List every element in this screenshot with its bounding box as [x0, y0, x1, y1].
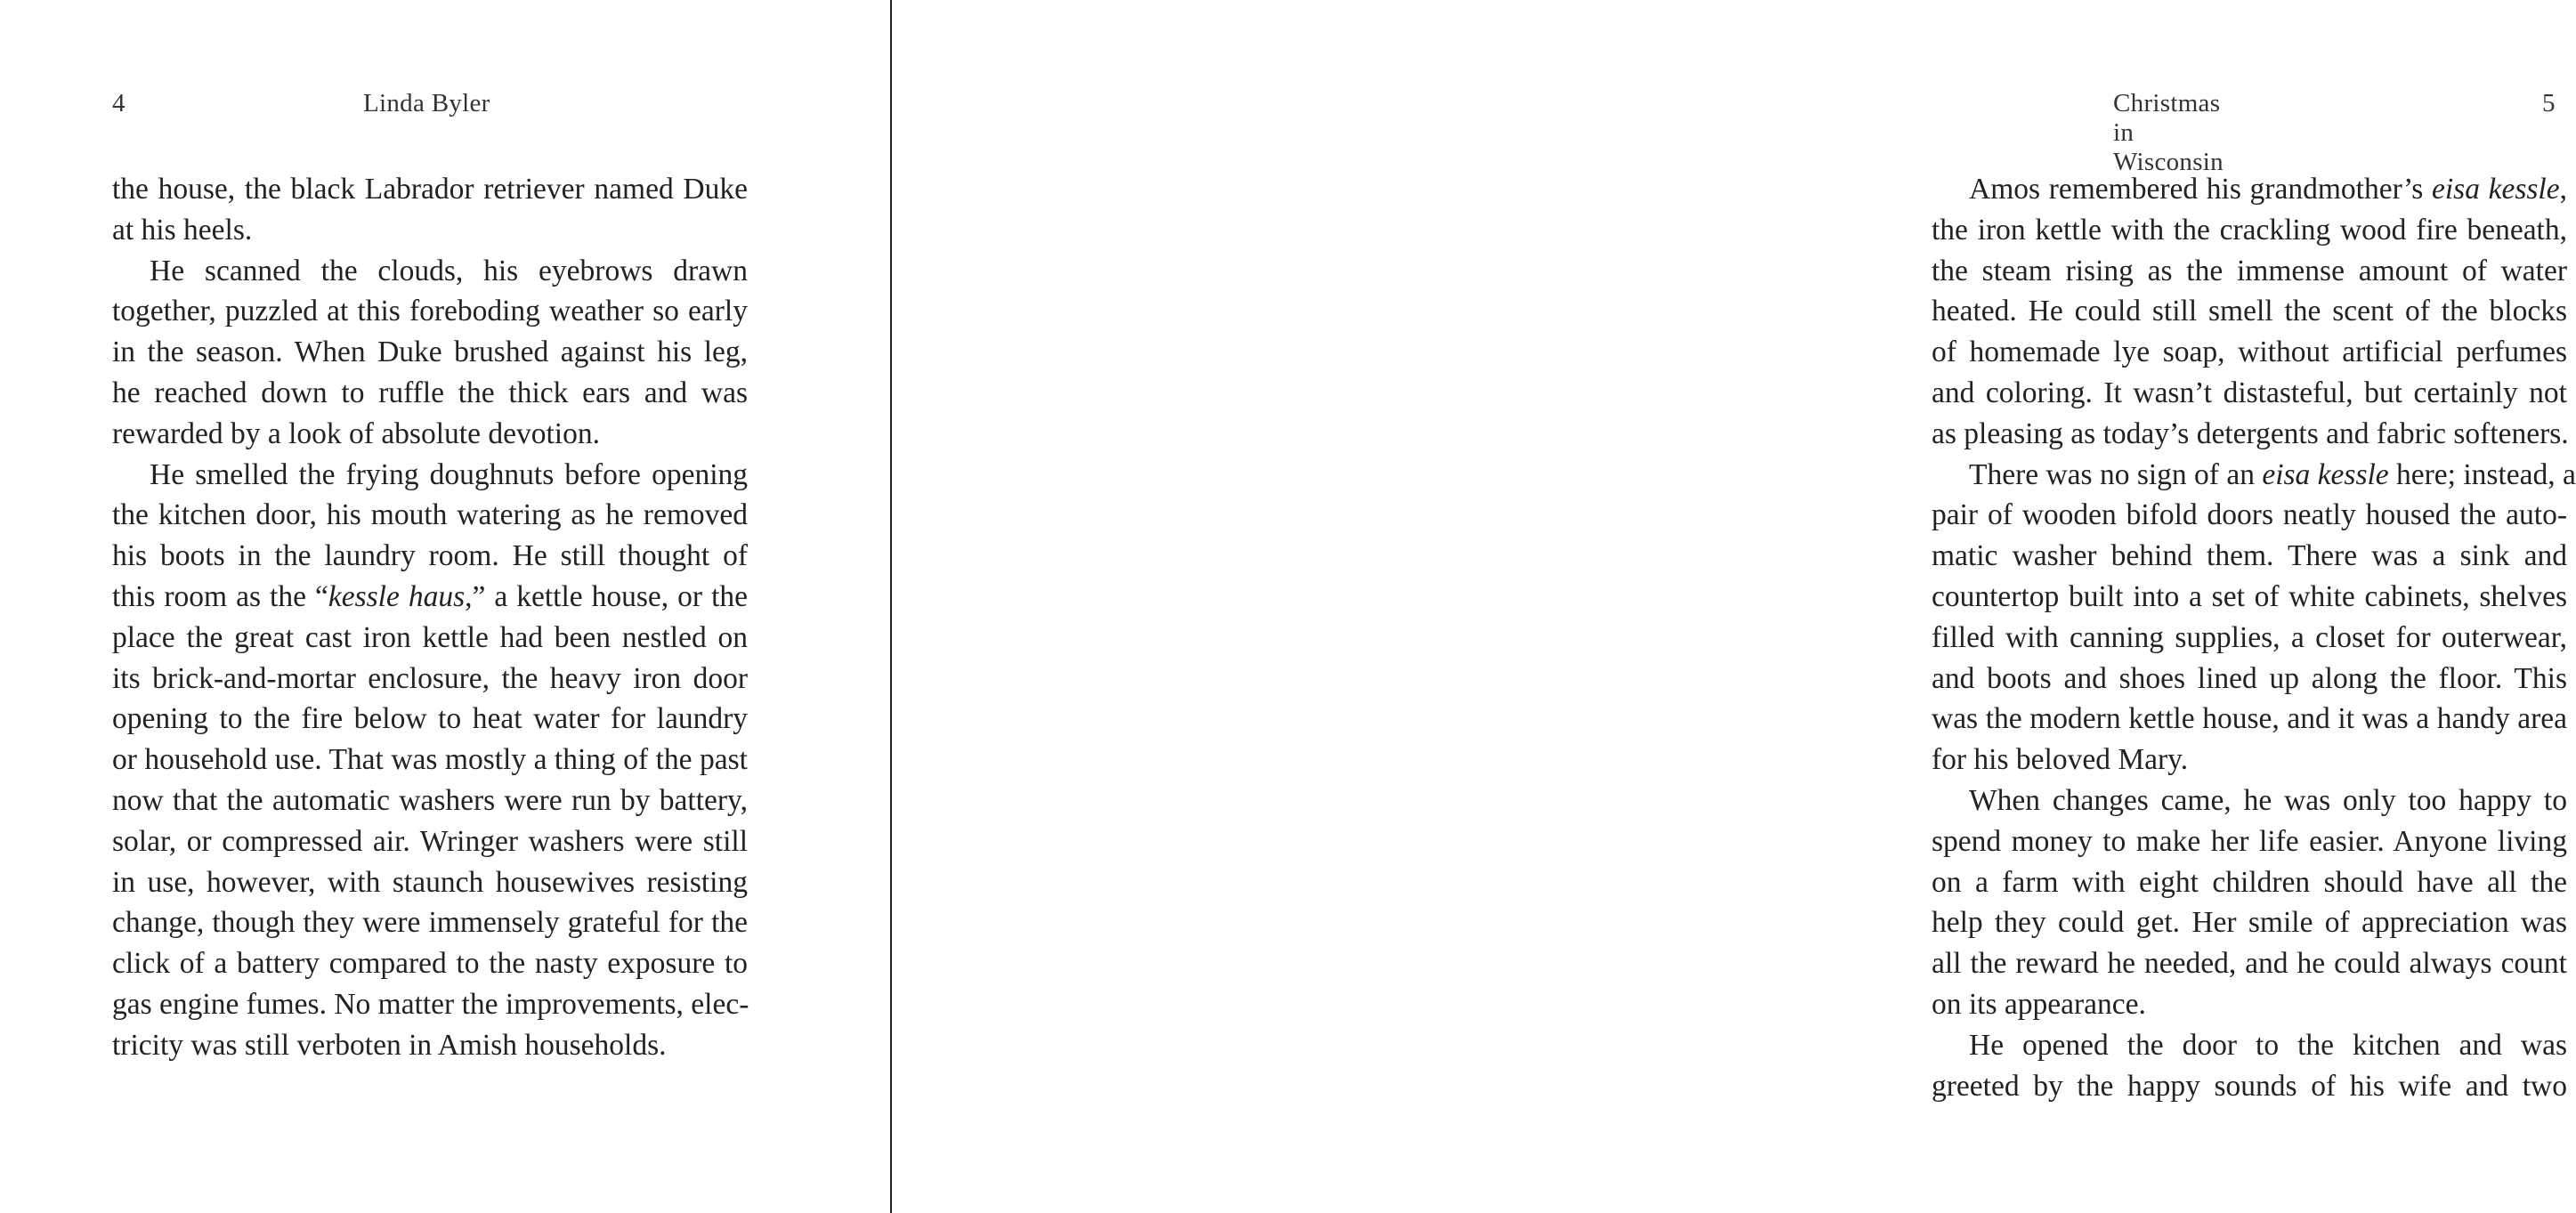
text-run: solar, or compressed air. Wringer washers were still: [112, 824, 748, 858]
text-run: matic washer behind them. There was a sink and: [1932, 539, 2567, 573]
text-line: [1932, 210, 2567, 251]
text-line: [1932, 577, 2567, 618]
left-body-text: [112, 169, 748, 1066]
text-run: and boots and shoes lined up along the floor. This: [1932, 661, 2567, 695]
text-line: [112, 862, 748, 903]
text-run: spend money to make her life easier. Anyone living: [1932, 824, 2567, 858]
italic-text: eisa kessle: [2431, 173, 2560, 206]
text-line: [112, 780, 748, 821]
text-run: he reached down to ruffle the thick ears and was: [112, 376, 748, 409]
page-number-left: 4: [112, 89, 126, 117]
text-run: He scanned the clouds, his eyebrows drawn: [150, 254, 748, 287]
text-run: Amos remembered his grandmother’s: [1969, 173, 2432, 206]
text-run: tricity was still verboten in Amish households.: [112, 1028, 667, 1062]
right-page: [892, 0, 2576, 1213]
running-head-author: Linda Byler: [363, 89, 490, 117]
text-run: in use, however, with staunch housewives resisting: [112, 865, 748, 899]
text-line: [1932, 699, 2567, 740]
text-run: place the great cast iron kettle had been nestled on: [112, 620, 748, 654]
text-line: [1932, 1066, 2567, 1107]
text-run: heated. He could still smell the scent of the blocks: [1932, 295, 2567, 328]
text-line: [1932, 291, 2567, 332]
text-line: [1932, 373, 2567, 414]
text-run: When changes came, he was only too happy to: [1969, 783, 2567, 817]
text-run: at his heels.: [112, 213, 253, 247]
page-number-right: 5: [2542, 89, 2556, 117]
text-line: [112, 455, 748, 496]
text-line: [112, 169, 748, 210]
text-run: ,” a kettle house, or the: [465, 579, 748, 613]
text-run: together, puzzled at this foreboding weather so early: [112, 295, 748, 328]
text-run: on its appearance.: [1932, 987, 2146, 1021]
text-run: or household use. That was mostly a thing of the past: [112, 743, 748, 777]
text-run: filled with canning supplies, a closet for outerwear,: [1932, 620, 2567, 654]
running-head-title: Christmas in Wisconsin: [2113, 89, 2224, 176]
text-line: [1932, 821, 2567, 862]
text-line: [112, 495, 748, 536]
text-line: [1932, 495, 2567, 536]
text-line: [112, 210, 748, 251]
text-run: as pleasing as today’s detergents and fabric softeners.: [1932, 416, 2569, 450]
text-line: [112, 618, 748, 659]
text-line: [1932, 1025, 2567, 1066]
text-line: [1932, 902, 2567, 943]
text-line: [1932, 169, 2567, 210]
text-line: [112, 1025, 748, 1066]
text-run: its brick-and-mortar enclosure, the heavy iron door: [112, 661, 748, 695]
italic-text: eisa kessle: [2262, 457, 2389, 491]
text-run: for his beloved Mary.: [1932, 743, 2189, 777]
text-run: rewarded by a look of absolute devotion.: [112, 416, 600, 450]
text-run: change, though they were immensely grateful for the: [112, 906, 748, 940]
text-line: [112, 740, 748, 780]
text-line: [112, 291, 748, 332]
text-run: There was no sign of an: [1969, 457, 2263, 491]
text-line: [1932, 943, 2567, 984]
text-line: [1932, 984, 2567, 1025]
text-line: [1932, 455, 2576, 496]
text-run: help they could get. Her smile of appreciation was: [1932, 906, 2567, 940]
text-line: [1932, 740, 2567, 780]
right-body-text: [1932, 169, 2576, 1106]
text-run: gas engine fumes. No matter the improvements, elec-: [112, 987, 749, 1021]
text-line: [1932, 251, 2567, 292]
text-run: and coloring. It wasn’t distasteful, but certainly not: [1932, 376, 2567, 409]
italic-text: kessle haus: [328, 579, 466, 613]
text-line: [112, 332, 748, 373]
text-run: He smelled the frying doughnuts before opening: [150, 457, 748, 491]
text-line: [112, 414, 748, 455]
text-run: was the modern kettle house, and it was a handy area: [1932, 702, 2567, 736]
text-run: his boots in the laundry room. He still thought of: [112, 539, 748, 573]
text-line: [112, 943, 748, 984]
text-run: of homemade lye soap, without artificial perfumes: [1932, 336, 2567, 369]
text-line: [1932, 536, 2567, 577]
text-line: [112, 984, 748, 1025]
text-run: the iron kettle with the crackling wood fire beneath,: [1932, 213, 2567, 247]
text-run: the kitchen door, his mouth watering as he removed: [112, 498, 748, 532]
text-run: now that the automatic washers were run by battery,: [112, 783, 748, 817]
text-run: all the reward he needed, and he could always count: [1932, 947, 2567, 981]
text-line: [112, 821, 748, 862]
text-line: [112, 699, 748, 740]
text-line: [1932, 780, 2567, 821]
text-line: [1932, 332, 2567, 373]
text-run: this room as the “: [112, 579, 328, 613]
text-run: in the season. When Duke brushed against his leg,: [112, 336, 748, 369]
text-line: [1932, 862, 2567, 903]
text-run: here; instead, a: [2388, 457, 2576, 491]
text-run: on a farm with eight children should have all the: [1932, 865, 2567, 899]
text-run: opening to the fire below to heat water for laundry: [112, 702, 748, 736]
text-line: [1932, 414, 2567, 455]
text-run: He opened the door to the kitchen and was: [1969, 1028, 2567, 1062]
text-line: [112, 251, 748, 292]
text-line: [1932, 659, 2567, 699]
text-line: [112, 373, 748, 414]
left-page: [0, 0, 890, 1213]
text-run: greeted by the happy sounds of his wife and two: [1932, 1069, 2567, 1103]
text-line: [112, 902, 748, 943]
text-line: [112, 577, 748, 618]
text-run: the house, the black Labrador retriever named Duke: [112, 173, 748, 206]
text-run: countertop built into a set of white cabinets, shelves: [1932, 579, 2567, 613]
text-run: pair of wooden bifold doors neatly housed the auto-: [1932, 498, 2567, 532]
text-line: [112, 536, 748, 577]
text-run: ,: [2559, 173, 2567, 206]
text-line: [1932, 618, 2567, 659]
text-run: the steam rising as the immense amount of water: [1932, 254, 2567, 287]
text-line: [112, 659, 748, 699]
text-run: click of a battery compared to the nasty exposure to: [112, 947, 748, 981]
